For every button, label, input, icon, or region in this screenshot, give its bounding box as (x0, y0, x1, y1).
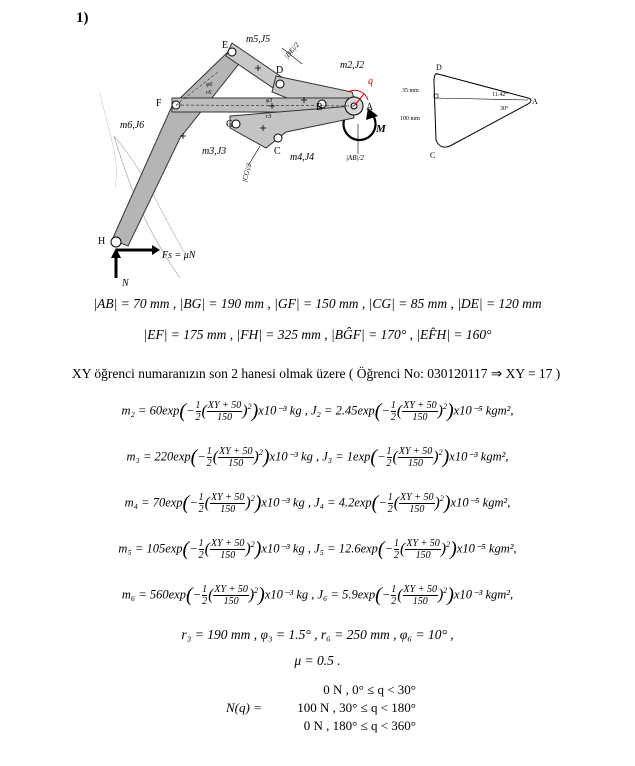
inertia-unit: x10⁻³ kgm², (449, 449, 509, 464)
label-N: N (122, 278, 129, 289)
label-r6: r6 (206, 90, 212, 96)
piecewise-lhs: N(q) = (226, 700, 262, 715)
triangle-C: C (430, 151, 436, 160)
label-q: q (368, 76, 373, 87)
label-C: C (274, 146, 281, 157)
triangle-D: D (436, 63, 442, 72)
triangle-A: A (532, 97, 538, 106)
params-line: r₃ = 190 mm , φ₃ = 1.5° , r₆ = 250 mm , φ₆ = 10° , (181, 627, 454, 642)
piecewise-case-2: 100 N , 30° ≤ q < 180° (297, 700, 416, 715)
triangle-angle-2: 30° (500, 106, 509, 112)
inertia-expression: J₂ = 2.45exp (310, 403, 375, 418)
triangle-link-diagram (400, 58, 550, 168)
inertia-expression: J₆ = 5.9exp (317, 587, 376, 602)
equation-row: m₃ = 220exp(− $\frac{1}{2}$ ( $\frac{XY + 50}{150}$ )$^2$)x10⁻³ kg , J₃ = 1exp(− $\frac{1}{2}$ ( $\frac{XY + 50}{150}$ )$^2$)x10⁻³ kgm², (126, 446, 509, 469)
label-CG-half: |CG|/2 (240, 162, 254, 183)
problem-number: 1) (76, 10, 89, 26)
mu-line: μ = 0.5 . (294, 653, 341, 668)
label-phi3: φ3 (266, 98, 273, 104)
triangle-dim-35: 35 mm (402, 88, 419, 94)
equation-row: m₅ = 105exp(− $\frac{1}{2}$ ( $\frac{XY + 50}{150}$ )$^2$)x10⁻³ kg , J₅ = 12.6exp(− $\frac{1}{2}$ ( $\frac{XY + 50}{150}$ )$^2$)x10⁻⁵ kgm², (118, 538, 517, 561)
label-D: D (276, 65, 284, 76)
mass-expression: m₄ = 70exp (124, 495, 183, 510)
mechanism-diagram (90, 28, 390, 293)
mass-unit: x10⁻³ kg , (264, 587, 315, 602)
mass-expression: m₅ = 105exp (118, 541, 183, 556)
mass-expression: m₂ = 60exp (121, 403, 180, 418)
label-E: E (222, 40, 229, 51)
label-AB-half: |AB|/2 (346, 154, 364, 162)
mass-expression: m₆ = 560exp (121, 587, 186, 602)
label-B: B (316, 102, 323, 113)
label-m6J6: m6,J6 (120, 120, 145, 131)
mass-unit: x10⁻³ kg , (258, 403, 308, 418)
label-m3J3: m3,J3 (202, 146, 227, 157)
label-m2J2: m2,J2 (340, 60, 365, 71)
inertia-expression: J₄ = 4.2exp (314, 495, 372, 510)
label-phi6: φ6 (206, 82, 213, 88)
label-m4J4: m4,J4 (290, 152, 315, 163)
label-A: A (366, 102, 374, 113)
mass-unit: x10⁻³ kg , (269, 449, 320, 464)
label-F: F (156, 98, 162, 109)
piecewise-case-3: 0 N , 180° ≤ q < 360° (303, 718, 416, 733)
inertia-expression: J₃ = 1exp (322, 449, 371, 464)
label-H: H (98, 236, 106, 247)
inertia-unit: x10⁻⁵ kgm², (450, 495, 511, 510)
dimensions-row-2: |EF| = 175 mm , |FH| = 325 mm , |BĜF| = 170° , |EF̂H| = 160° (143, 327, 492, 342)
instruction-text: XY öğrenci numaranızın son 2 hanesi olmak üzere ( Öğrenci No: 030120117 ⇒ XY = 17 ) (72, 366, 561, 381)
triangle-dim-100: 100 mm (400, 116, 420, 122)
triangle-angle-1: 11.42° (492, 92, 508, 98)
label-r3: r3 (266, 114, 272, 120)
inertia-unit: x10⁻³ kgm², (453, 587, 514, 602)
piecewise-N (226, 682, 416, 742)
inertia-unit: x10⁻⁵ kgm², (456, 541, 517, 556)
equation-row: m₆ = 560exp(− $\frac{1}{2}$ ( $\frac{XY + 50}{150}$ )$^2$)x10⁻³ kg , J₆ = 5.9exp(− $\frac{1}{2}$ ( $\frac{XY + 50}{150}$ )$^2$)x10⁻³ kgm², (121, 584, 514, 607)
label-DE-half: |DE|/2 (282, 40, 301, 61)
label-Fs: Fs = μN (162, 250, 196, 261)
dimensions-row-1: |AB| = 70 mm , |BG| = 190 mm , |GF| = 150 mm , |CG| = 85 mm , |DE| = 120 mm (93, 296, 542, 311)
mass-expression: m₃ = 220exp (126, 449, 191, 464)
piecewise-case-1: 0 N , 0° ≤ q < 30° (323, 682, 416, 697)
mass-unit: x10⁻³ kg , (261, 495, 311, 510)
label-m5J5: m5,J5 (246, 34, 271, 45)
mass-unit: x10⁻³ kg , (261, 541, 311, 556)
label-G: G (226, 119, 234, 130)
label-M: M (376, 123, 386, 135)
inertia-expression: J₅ = 12.6exp (314, 541, 378, 556)
inertia-unit: x10⁻⁵ kgm², (453, 403, 514, 418)
equation-row: m₄ = 70exp(− $\frac{1}{2}$ ( $\frac{XY + 50}{150}$ )$^2$)x10⁻³ kg , J₄ = 4.2exp(− $\frac{1}{2}$ ( $\frac{XY + 50}{150}$ )$^2$)x10⁻⁵ kgm², (124, 492, 511, 515)
equation-row: m₂ = 60exp(− $\frac{1}{2}$ ( $\frac{XY + 50}{150}$ )$^2$)x10⁻³ kg , J₂ = 2.45exp(− $\frac{1}{2}$ ( $\frac{XY + 50}{150}$ )$^2$)x10⁻⁵ kgm², (121, 400, 514, 423)
